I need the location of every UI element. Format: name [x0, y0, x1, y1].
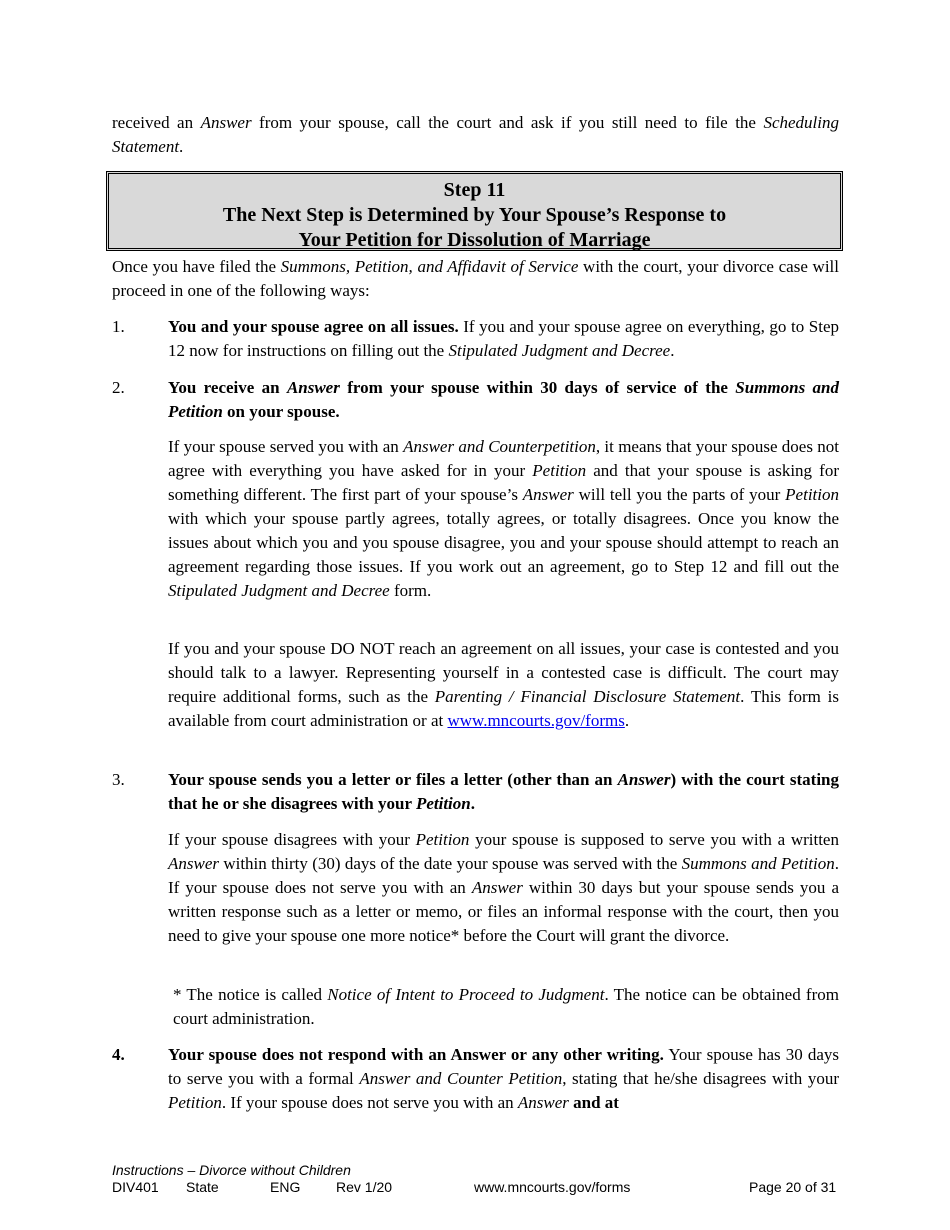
form-number: DIV401	[112, 1179, 159, 1195]
item-2-paragraph-2	[168, 637, 839, 733]
footer-language: ENG	[270, 1179, 301, 1195]
text: Your spouse sends you a letter or files a letter (other than an	[168, 770, 618, 789]
text: . The notice can be obtained from court administration.	[173, 985, 839, 1028]
text: from your spouse within 30 days of service of the	[339, 378, 736, 397]
list-item-2	[112, 376, 839, 424]
step-title-line-1: The Next Step is Determined by Your Spouse’s Response to	[222, 204, 727, 226]
text: If you and your spouse DO NOT reach an agreement on all issues, your case is contested and you should talk to a lawyer. Representing yourself in a contested case is difficult. The court may require additional forms, such as the	[168, 639, 839, 706]
notice-footnote	[173, 983, 839, 1031]
text: form.	[389, 581, 432, 600]
text: within 30 days but your spouse sends you a written response such as a letter or memo, or files an informal response with the court, then you need to give your spouse one more notice* before the Court will grant the divorce.	[168, 878, 839, 945]
italic-text: Notice of Intent to Proceed to Judgment	[327, 985, 605, 1004]
italic-text: Stipulated Judgment and Decree	[448, 341, 671, 360]
step-heading-box	[106, 171, 843, 251]
italic-text: Summons, Petition, and Affidavit of Service	[280, 257, 579, 276]
text: . If your spouse does not serve you with an	[168, 854, 839, 897]
italic-text: Stipulated Judgment and Decree	[168, 581, 390, 600]
text: , stating that he/she disagrees with your	[562, 1069, 839, 1088]
bold-text	[168, 770, 839, 813]
italic-text: Answer and Counter Petition	[359, 1069, 563, 1088]
text: received an	[112, 113, 201, 132]
text: and that your spouse is asking for something different. The first part of your spouse’s	[168, 461, 839, 504]
text: will tell you the parts of your	[573, 485, 786, 504]
text: .	[670, 341, 675, 360]
footer-url: www.mncourts.gov/forms	[474, 1179, 631, 1195]
text: If you and your spouse agree on everything, go to Step 12 now for instructions on filling out the	[168, 317, 840, 360]
italic-text: Answer	[200, 113, 252, 132]
text: ) with the court stating that he or she disagrees with your	[168, 770, 839, 813]
bold-italic-text: Answer	[286, 378, 340, 397]
list-item-text	[168, 315, 839, 363]
italic-text: Petition	[168, 1093, 222, 1112]
bold-text: You and your spouse agree on all issues.	[168, 317, 459, 336]
list-item-heading	[168, 376, 839, 424]
item-3-paragraph-1	[168, 828, 839, 948]
text: . If your spouse does not serve you with an	[221, 1093, 518, 1112]
italic-text: Parenting / Financial Disclosure Statement	[434, 687, 741, 706]
text: If your spouse served you with an	[168, 437, 404, 456]
bold-italic-text: Summons and Petition	[168, 378, 839, 421]
text: with the court, your divorce case will proceed in one of the following ways:	[112, 257, 839, 300]
list-number: 1.	[112, 317, 125, 336]
italic-text: Summons and Petition	[681, 854, 835, 873]
list-item-heading	[168, 768, 839, 816]
step-number: Step 11	[443, 179, 506, 201]
list-item-4	[112, 1043, 839, 1115]
footer-revision: Rev 1/20	[336, 1179, 393, 1195]
text: .	[179, 137, 184, 156]
text: from your spouse, call the court and ask if you still need to file the	[251, 113, 764, 132]
italic-text: Answer	[517, 1093, 569, 1112]
text: . This form is available from court administration or at	[168, 687, 839, 730]
text: on your spouse.	[222, 402, 340, 421]
italic-text: Answer	[471, 878, 523, 897]
page-number: Page 20 of 31	[749, 1179, 837, 1195]
text: .	[624, 711, 630, 730]
italic-text: Petition	[532, 461, 587, 480]
list-item-3	[112, 768, 839, 816]
italic-text: Answer	[522, 485, 574, 504]
text: Once you have filed the	[112, 257, 281, 276]
text: your spouse is supposed to serve you with a written	[469, 830, 839, 849]
footer-state: State	[186, 1179, 219, 1195]
item-2-paragraph-1	[168, 435, 839, 603]
italic-text: Answer and Counterpetition	[403, 437, 596, 456]
text: .	[470, 794, 475, 813]
text: * The notice is called	[173, 985, 328, 1004]
footer-info-row	[112, 1179, 839, 1196]
italic-text: Answer	[168, 854, 219, 873]
italic-text: Petition	[785, 485, 839, 504]
list-item-text	[168, 1043, 839, 1115]
list-number: 4.	[112, 1045, 125, 1064]
continuation-paragraph	[112, 111, 839, 159]
list-number: 2.	[112, 378, 125, 397]
list-item-1	[112, 315, 839, 363]
footer-title: Instructions – Divorce without Children	[112, 1162, 351, 1178]
bold-italic-text: Answer	[617, 770, 671, 789]
italic-text: Scheduling Statement	[112, 113, 839, 156]
step-title-line-2: Your Petition for Dissolution of Marriage	[298, 229, 651, 251]
bold-text: and at	[568, 1093, 619, 1112]
text: You receive an	[168, 378, 287, 397]
page-footer	[112, 1162, 839, 1196]
text: Your spouse has 30 days to serve you with a formal	[168, 1045, 839, 1088]
bold-text	[168, 378, 839, 421]
text: If your spouse disagrees with your	[168, 830, 416, 849]
text: with which your spouse partly agrees, totally agrees, or totally disagrees. Once you know the issues about which you and you spouse disagree, you and your spouse should attempt to reach an agreement regarding those issues. If you work out an agreement, go to Step 12 and fill out the	[168, 509, 839, 576]
text: , it means that your spouse does not agree with everything you have asked for in your	[168, 437, 839, 480]
forms-link[interactable]: www.mncourts.gov/forms	[447, 711, 625, 730]
italic-text: Petition	[415, 830, 470, 849]
list-number: 3.	[112, 770, 125, 789]
bold-italic-text: Petition	[415, 794, 471, 813]
bold-text: Your spouse does not respond with an Answer or any other writing.	[168, 1045, 664, 1064]
intro-paragraph	[112, 255, 839, 303]
text: within thirty (30) days of the date your spouse was served with the	[219, 854, 682, 873]
